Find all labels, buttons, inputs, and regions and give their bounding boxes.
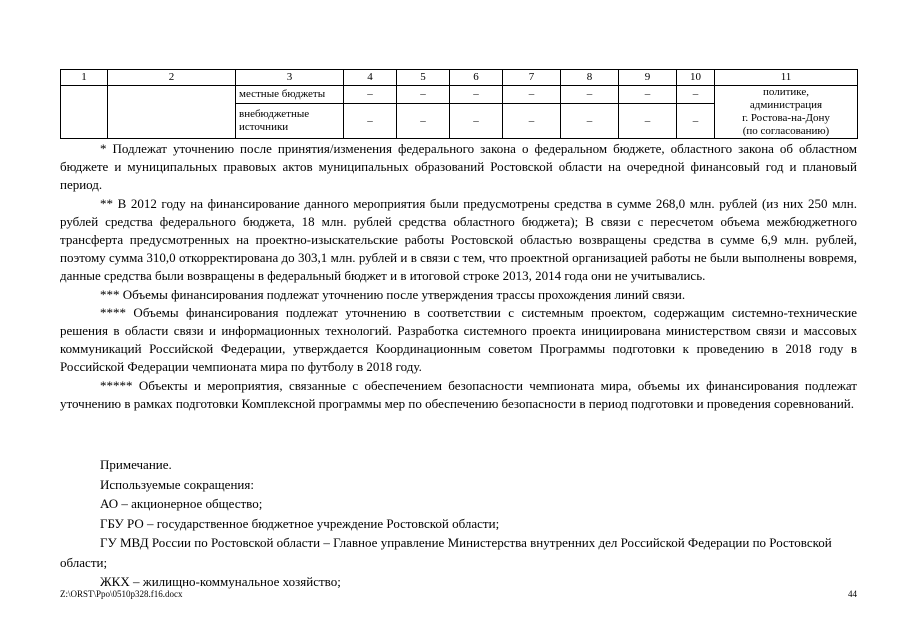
table-cell-value: – bbox=[450, 104, 503, 139]
table-cell-value: – bbox=[561, 86, 619, 104]
notes-section bbox=[60, 455, 857, 592]
responsible-party-line: администрация bbox=[749, 99, 823, 111]
abbreviation-item: АО – акционерное общество; bbox=[100, 496, 263, 511]
footnote-paragraph: *** Объемы финансирования подлежат уточнению после утверждения трассы прохождения линий связи. bbox=[100, 286, 686, 302]
table-cell-value: – bbox=[503, 86, 561, 104]
responsible-party-line: (по согласованию) bbox=[742, 125, 830, 137]
funding-source: внебюджетные источники bbox=[236, 104, 344, 139]
table-header-row bbox=[61, 70, 858, 86]
table-cell-value: – bbox=[503, 104, 561, 139]
abbreviation-item: ЖКХ – жилищно-коммунальное хозяйство; bbox=[100, 574, 341, 589]
notes-intro: Используемые сокращения: bbox=[100, 476, 254, 492]
table-cell-empty bbox=[61, 86, 108, 139]
table-cell-value: – bbox=[677, 104, 715, 139]
table-cell-value: – bbox=[344, 104, 397, 139]
column-number: 8 bbox=[561, 70, 619, 86]
footnote-paragraph: ***** Объекты и мероприятия, связанные с обеспечением безопасности чемпионата мира, объемы их финансирования подлежат уточнению в рамках подготовки Комплексной программы мер по обеспечению безопасности в период подготовки и проведения соревнований. bbox=[60, 377, 857, 411]
abbreviation-item: ГУ МВД России по Ростовской области – Главное управление Министерства внутренних дел Российской Федерации по Ростовской области; bbox=[60, 535, 832, 570]
column-number: 6 bbox=[450, 70, 503, 86]
column-number: 5 bbox=[397, 70, 450, 86]
footer-file-path: Z:\ORST\Ppo\0510p328.f16.docx bbox=[60, 589, 183, 599]
table-cell-value: – bbox=[561, 104, 619, 139]
column-number: 7 bbox=[503, 70, 561, 86]
footnotes-section bbox=[60, 140, 857, 413]
notes-title: Примечание. bbox=[100, 457, 172, 472]
table-cell-value: – bbox=[344, 86, 397, 104]
table-cell-value: – bbox=[619, 104, 677, 139]
table-cell-value: – bbox=[619, 86, 677, 104]
column-number: 10 bbox=[677, 70, 715, 86]
responsible-party-line: политике, bbox=[762, 86, 809, 98]
table-cell-empty bbox=[108, 86, 236, 139]
table-cell-value: – bbox=[397, 86, 450, 104]
budget-table bbox=[60, 69, 858, 139]
responsible-party-cell bbox=[715, 86, 858, 139]
table-cell-value: – bbox=[450, 86, 503, 104]
table-cell-value: – bbox=[677, 86, 715, 104]
column-number: 11 bbox=[715, 70, 858, 86]
column-number: 2 bbox=[108, 70, 236, 86]
responsible-party-line: г. Ростова-на-Дону bbox=[742, 112, 830, 124]
column-number: 3 bbox=[236, 70, 344, 86]
funding-source: местные бюджеты bbox=[236, 86, 344, 104]
footnote-paragraph: * Подлежат уточнению после принятия/изменения федерального закона о федеральном бюджете, областного закона об областном бюджете и муниципальных правовых актов муниципальных образований Ростовской области на очередной финансовый год и плановый период. bbox=[60, 141, 857, 193]
column-number: 1 bbox=[61, 70, 108, 86]
footnote-paragraph: ** В 2012 году на финансирование данного мероприятия были предусмотрены средства в сумме 268,0 млн. рублей (из них 250 млн. рублей средства федерального бюджета, 18 млн. рублей средства областного бюджета); В связи с пересчетом объема межбюджетного трансферта предусмотренных на проектно-изыскательские работы Ростовской областью возвращены средства в сумме 6,9 млн. рублей, поэтому сумма 310,0 откорректирована до 303,1 млн. рублей и в связи с тем, что проектной организацией работы не были выполнены вовремя, данные средства были возвращены в федеральный бюджет и в итоговой строке 2013, 2014 года они не учитывались. bbox=[60, 195, 857, 284]
page-number: 44 bbox=[848, 589, 857, 599]
abbreviation-item: ГБУ РО – государственное бюджетное учреждение Ростовской области; bbox=[100, 515, 500, 531]
column-number: 9 bbox=[619, 70, 677, 86]
table-row bbox=[61, 86, 858, 104]
column-number: 4 bbox=[344, 70, 397, 86]
footnote-paragraph: **** Объемы финансирования подлежат уточнению в соответствии с системным проектом, содержащим системно-технические решения в области связи и информационных технологий. Разработка системного проекта инициирована министерством связи и массовых коммуникаций Российской Федерации, утверждается Координационным советом Программы подготовки к проведению в 2018 году в Российской Федерации чемпионата мира по футболу в 2018 году. bbox=[60, 304, 857, 375]
table-cell-value: – bbox=[397, 104, 450, 139]
